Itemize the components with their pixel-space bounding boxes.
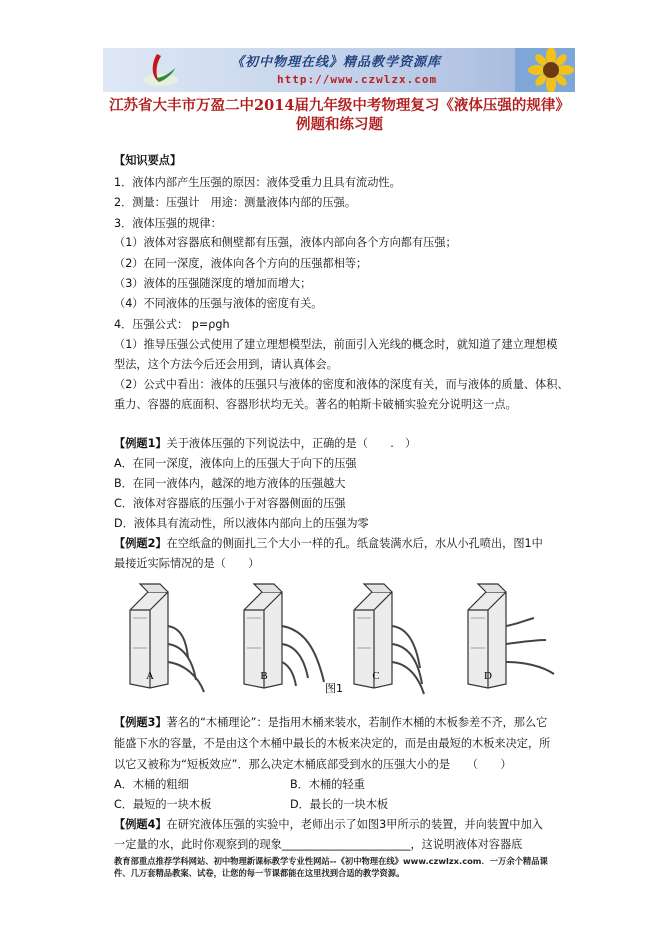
example-3-option-a: A．木桶的粗细	[114, 778, 189, 791]
knowledge-line: 型法，这个方法今后还会用到，请认真体会。	[114, 358, 338, 371]
figure-caption: 图1	[325, 682, 343, 695]
page-footer: 教育部重点推荐学科网站、初中物理新课标教学专业性网站--《初中物理在线》www.czwlzx.com．一万余个精品课件、几万套精品教案、试卷，让您的每一节课都能在这里找到合适的教学资源。	[114, 856, 548, 878]
example-1-question: 【例题1】关于液体压强的下列说法中，正确的是（ . ）	[114, 437, 417, 450]
knowledge-line: 2．测量：压强计 用途：测量液体内部的压强。	[114, 196, 357, 209]
figure-1	[116, 578, 566, 696]
carton-c	[354, 584, 424, 694]
knowledge-line: （2）公式中看出：液体的压强只与液体的密度和液体的深度有关，而与液体的质量、体积、	[114, 378, 569, 391]
site-logo-icon	[141, 50, 181, 90]
document-title: 江苏省大丰市万盈二中2014届九年级中考物理复习《液体压强的规律》例题和练习题	[109, 97, 570, 133]
example-3-option-b: B．木桶的轻重	[290, 778, 365, 791]
example-2-question: 【例题2】在空纸盒的侧面扎三个大小一样的孔。纸盒装满水后，水从小孔喷出，图1中	[114, 537, 543, 550]
knowledge-line: （1）推导压强公式使用了建立理想模型法，前面引入光线的概念时，就知道了建立理想模	[114, 338, 558, 351]
example-2-question-cont: 最接近实际情况的是（ ）	[114, 557, 260, 570]
carton-a	[130, 584, 204, 692]
example-4-question: 【例题4】在研究液体压强的实验中，老师出示了如图3甲所示的装置，并向装置中加入	[114, 818, 543, 831]
banner-title: 《初中物理在线》精品教学资源库	[231, 55, 442, 70]
example-3-label: 【例题3】	[114, 716, 167, 729]
knowledge-line: 3．液体压强的规律：	[114, 217, 222, 230]
knowledge-line: 重力、容器的底面积、容器形状均无关。著名的帕斯卡破桶实验充分说明这一点。	[114, 398, 517, 411]
knowledge-line: 1．液体内部产生压强的原因：液体受重力且具有流动性。	[114, 176, 401, 189]
knowledge-line: （3）液体的压强随深度的增加而增大；	[114, 277, 312, 290]
example-1-option-c: C．液体对容器底的压强小于对容器侧面的压强	[114, 497, 346, 510]
figure-label-a: A	[146, 670, 154, 682]
knowledge-line: （2）在同一深度，液体向各个方向的压强都相等；	[114, 257, 368, 270]
knowledge-line: 4．压强公式： p=ρgh	[114, 318, 230, 331]
sunflower-icon	[515, 48, 575, 92]
example-1-label: 【例题1】	[114, 437, 167, 450]
example-4-question-cont: 一定量的水，此时你观察到的现象_______________________，这说明液体对容器底	[114, 838, 523, 851]
figure-label-d: D	[484, 670, 492, 682]
example-3-option-d: D．最长的一块木板	[290, 798, 389, 811]
carton-b	[244, 584, 324, 688]
figure-label-b: B	[260, 670, 268, 682]
knowledge-line: （4）不同液体的压强与液体的密度有关。	[114, 297, 323, 310]
knowledge-line: （1）液体对容器底和侧壁都有压强，液体内部向各个方向都有压强；	[114, 236, 457, 249]
example-3-question-cont: 以它又被称为“短板效应”．那么决定木桶底部受到水的压强大小的是 （ ）	[114, 758, 512, 771]
carton-d	[468, 584, 554, 688]
example-1-option-a: A．在同一深度，液体向上的压强大于向下的压强	[114, 457, 357, 470]
header-banner	[103, 48, 575, 92]
example-1-option-b: B．在同一液体内，越深的地方液体的压强越大	[114, 477, 346, 490]
example-3-question-cont: 能盛下水的容量，不是由这个木桶中最长的木板来决定的，而是由最短的木板来决定，所	[114, 737, 551, 750]
knowledge-header: 【知识要点】	[114, 154, 182, 167]
example-1-option-d: D．液体具有流动性，所以液体内部向上的压强为零	[114, 517, 369, 530]
example-2-label: 【例题2】	[114, 537, 167, 550]
example-3-question: 【例题3】著名的“木桶理论”：是指用木桶来装水，若制作木桶的木板参差不齐，那么它	[114, 716, 548, 729]
banner-url[interactable]: http://www.czwlzx.com	[277, 73, 438, 86]
example-4-label: 【例题4】	[114, 818, 167, 831]
figure-label-c: C	[372, 670, 380, 682]
example-3-option-c: C．最短的一块木板	[114, 798, 212, 811]
